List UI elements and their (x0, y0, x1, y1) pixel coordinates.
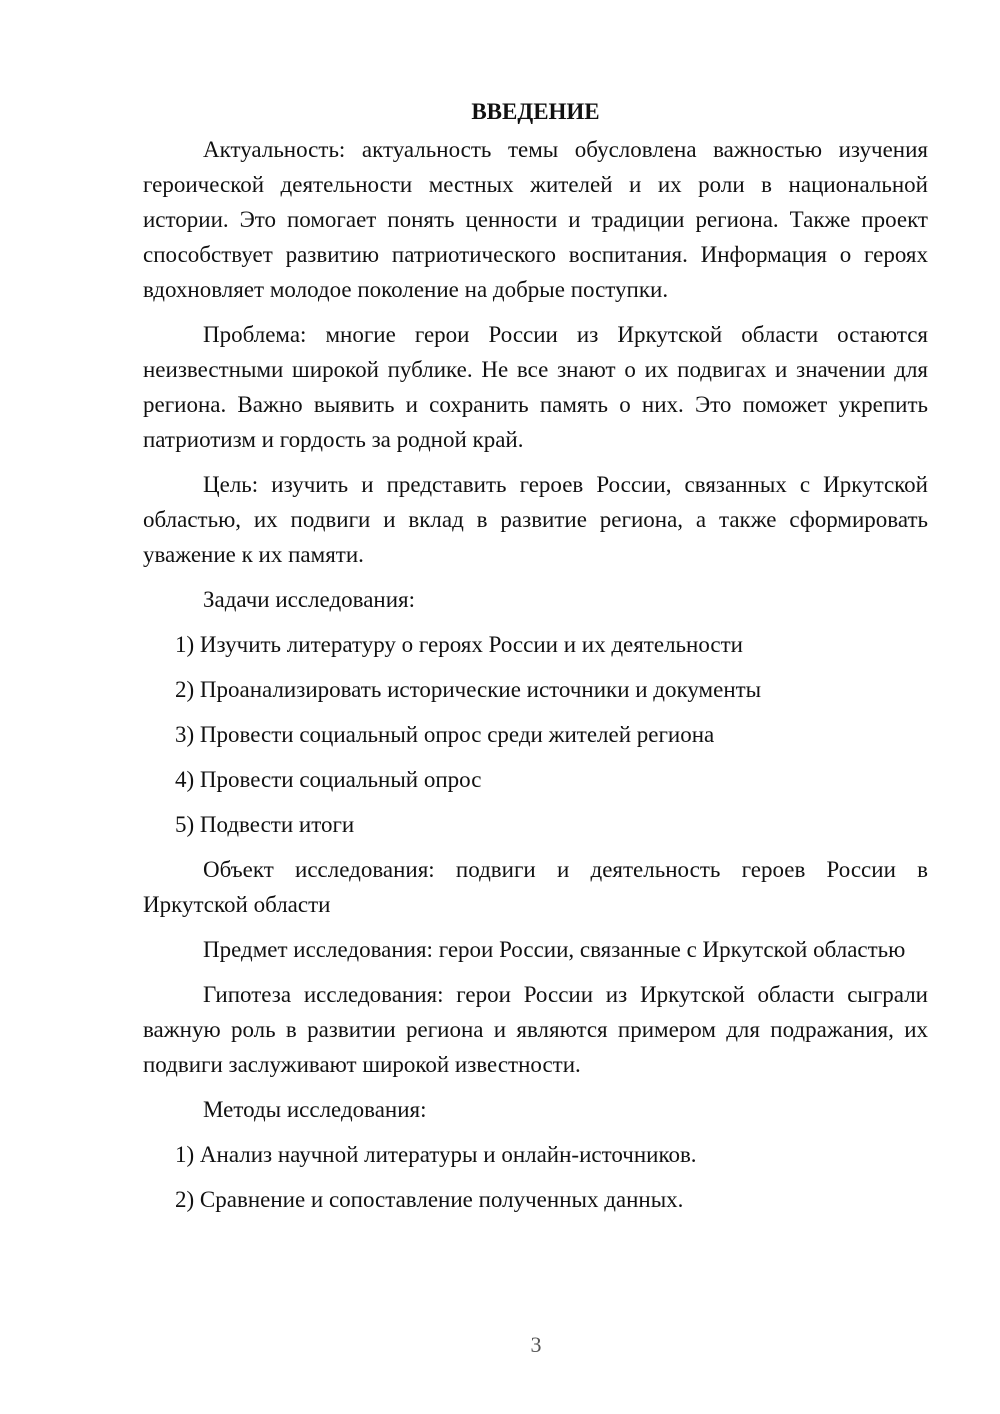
method-item: 1) Анализ научной литературы и онлайн-источников. (175, 1142, 697, 1167)
problem-paragraph: Проблема: многие герои России из Иркутской области остаются неизвестными широкой публике. Не все знают о их подвигах и значении для региона. Важно выявить и сохранить память о них. Это поможет укрепить патриотизм и гордость за родной край. (143, 322, 928, 452)
task-item: 5) Подвести итоги (175, 812, 355, 837)
relevance-paragraph: Актуальность: актуальность темы обусловлена важностью изучения героической деятельности местных жителей и их роли в национальной истории. Это помогает понять ценности и традиции региона. Также проект способствует развитию патриотического воспитания. Информация о героях вдохновляет молодое поколение на добрые поступки. (143, 137, 928, 302)
task-item: 3) Провести социальный опрос среди жителей региона (175, 722, 715, 747)
task-item: 4) Провести социальный опрос (175, 767, 482, 792)
tasks-heading: Задачи исследования: (203, 587, 416, 612)
object-paragraph: Объект исследования: подвиги и деятельность героев России в Иркутской области (143, 857, 928, 917)
page-content (143, 94, 928, 1227)
task-item: 2) Проанализировать исторические источники и документы (175, 677, 762, 702)
page-number: 3 (530, 1332, 542, 1357)
methods-heading: Методы исследования: (203, 1097, 427, 1122)
task-item: 1) Изучить литературу о героях России и их деятельности (175, 632, 743, 657)
subject-paragraph: Предмет исследования: герои России, связанные с Иркутской областью (203, 937, 906, 962)
method-item: 2) Сравнение и сопоставление полученных данных. (175, 1187, 684, 1212)
hypothesis-paragraph: Гипотеза исследования: герои России из Иркутской области сыграли важную роль в развитии региона и являются примером для подражания, их подвиги заслуживают широкой известности. (143, 982, 928, 1077)
goal-paragraph: Цель: изучить и представить героев России, связанных с Иркутской областью, их подвиги и вклад в развитие региона, а также сформировать уважение к их памяти. (143, 472, 928, 567)
section-title: ВВЕДЕНИЕ (471, 99, 600, 124)
